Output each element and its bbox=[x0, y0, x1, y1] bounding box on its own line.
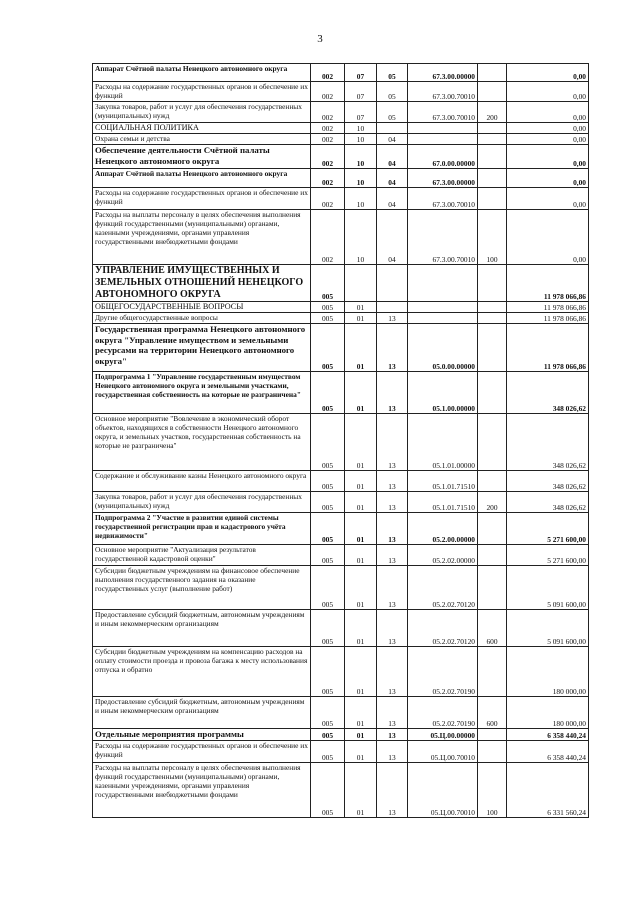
row-name-cell: Отдельные мероприятия программы bbox=[93, 729, 311, 741]
subsection-code-cell: 04 bbox=[377, 134, 408, 145]
ministry-code-cell: 005 bbox=[311, 372, 345, 414]
subsection-code-cell: 04 bbox=[377, 169, 408, 188]
expense-type-cell bbox=[478, 188, 507, 210]
table-row bbox=[93, 566, 589, 610]
target-article-cell bbox=[408, 313, 478, 324]
section-code-cell: 10 bbox=[345, 134, 377, 145]
expense-type-cell bbox=[478, 647, 507, 697]
target-article-cell: 67.3.00.70010 bbox=[408, 82, 478, 102]
ministry-code-cell: 005 bbox=[311, 647, 345, 697]
table-row bbox=[93, 741, 589, 763]
target-article-cell: 05.1.00.00000 bbox=[408, 372, 478, 414]
subsection-code-cell: 13 bbox=[377, 647, 408, 697]
table-body bbox=[93, 64, 589, 818]
section-code-cell: 01 bbox=[345, 566, 377, 610]
section-code-cell: 01 bbox=[345, 471, 377, 492]
expense-type-cell bbox=[478, 471, 507, 492]
target-article-cell: 05.2.02.70120 bbox=[408, 566, 478, 610]
amount-cell: 5 091 600,00 bbox=[507, 610, 589, 647]
amount-cell: 348 026,62 bbox=[507, 471, 589, 492]
subsection-code-cell: 05 bbox=[377, 82, 408, 102]
expense-type-cell: 100 bbox=[478, 763, 507, 818]
ministry-code-cell: 005 bbox=[311, 729, 345, 741]
expense-type-cell: 200 bbox=[478, 492, 507, 513]
target-article-cell: 05.1.01.71510 bbox=[408, 471, 478, 492]
target-article-cell: 05.1.01.00000 bbox=[408, 414, 478, 471]
section-code-cell: 07 bbox=[345, 102, 377, 123]
subsection-code-cell bbox=[377, 302, 408, 313]
row-name-cell: УПРАВЛЕНИЕ ИМУЩЕСТВЕННЫХ И ЗЕМЕЛЬНЫХ ОТНОШЕНИЙ НЕНЕЦКОГО АВТОНОМНОГО ОКРУГА bbox=[93, 265, 311, 302]
ministry-code-cell: 005 bbox=[311, 513, 345, 545]
subsection-code-cell: 13 bbox=[377, 741, 408, 763]
row-name-cell: Расходы на содержание государственных органов и обеспечение их функций bbox=[93, 188, 311, 210]
expense-type-cell: 100 bbox=[478, 210, 507, 265]
expense-type-cell bbox=[478, 265, 507, 302]
table-row bbox=[93, 729, 589, 741]
row-name-cell: Расходы на содержание государственных органов и обеспечение их функций bbox=[93, 741, 311, 763]
table-row bbox=[93, 145, 589, 169]
table-row bbox=[93, 123, 589, 134]
row-name-cell: Основное мероприятие "Вовлечение в экономический оборот объектов, находящихся в собственности Ненецкого автономного округа, и земельных участков, государственная собственность на которые не разграничена" bbox=[93, 414, 311, 471]
expense-type-cell bbox=[478, 302, 507, 313]
section-code-cell: 07 bbox=[345, 64, 377, 82]
row-name-cell: Охрана семьи и детства bbox=[93, 134, 311, 145]
row-name-cell: Предоставление субсидий бюджетным, автономным учреждениям и иным некоммерческим организациям bbox=[93, 697, 311, 729]
page-number: 3 bbox=[317, 33, 323, 45]
target-article-cell bbox=[408, 134, 478, 145]
expense-type-cell bbox=[478, 729, 507, 741]
row-name-cell: Обеспечение деятельности Счётной палаты Ненецкого автономного округа bbox=[93, 145, 311, 169]
section-code-cell: 01 bbox=[345, 729, 377, 741]
table-row bbox=[93, 64, 589, 82]
amount-cell: 180 000,00 bbox=[507, 647, 589, 697]
target-article-cell: 05.2.02.70190 bbox=[408, 697, 478, 729]
subsection-code-cell: 04 bbox=[377, 145, 408, 169]
ministry-code-cell: 005 bbox=[311, 741, 345, 763]
subsection-code-cell bbox=[377, 265, 408, 302]
amount-cell: 0,00 bbox=[507, 169, 589, 188]
ministry-code-cell: 005 bbox=[311, 763, 345, 818]
expense-type-cell bbox=[478, 566, 507, 610]
amount-cell: 348 026,62 bbox=[507, 414, 589, 471]
amount-cell: 0,00 bbox=[507, 64, 589, 82]
row-name-cell: ОБЩЕГОСУДАРСТВЕННЫЕ ВОПРОСЫ bbox=[93, 302, 311, 313]
expense-type-cell bbox=[478, 545, 507, 566]
ministry-code-cell: 002 bbox=[311, 145, 345, 169]
target-article-cell: 05.Ц.00.70010 bbox=[408, 763, 478, 818]
subsection-code-cell: 13 bbox=[377, 313, 408, 324]
amount-cell: 0,00 bbox=[507, 123, 589, 134]
section-code-cell bbox=[345, 265, 377, 302]
section-code-cell: 10 bbox=[345, 188, 377, 210]
target-article-cell bbox=[408, 302, 478, 313]
ministry-code-cell: 005 bbox=[311, 545, 345, 566]
expense-type-cell bbox=[478, 64, 507, 82]
target-article-cell: 05.1.01.71510 bbox=[408, 492, 478, 513]
amount-cell: 11 978 066,86 bbox=[507, 265, 589, 302]
row-name-cell: Содержание и обслуживание казны Ненецкого автономного округа bbox=[93, 471, 311, 492]
ministry-code-cell: 005 bbox=[311, 324, 345, 372]
target-article-cell: 67.3.00.00000 bbox=[408, 169, 478, 188]
amount-cell: 348 026,62 bbox=[507, 372, 589, 414]
amount-cell: 6 331 560,24 bbox=[507, 763, 589, 818]
table-row bbox=[93, 313, 589, 324]
amount-cell: 5 271 600,00 bbox=[507, 513, 589, 545]
subsection-code-cell: 05 bbox=[377, 64, 408, 82]
amount-cell: 5 091 600,00 bbox=[507, 566, 589, 610]
expense-type-cell bbox=[478, 414, 507, 471]
subsection-code-cell: 13 bbox=[377, 471, 408, 492]
subsection-code-cell: 13 bbox=[377, 513, 408, 545]
ministry-code-cell: 002 bbox=[311, 134, 345, 145]
target-article-cell: 05.2.00.00000 bbox=[408, 513, 478, 545]
table-row bbox=[93, 324, 589, 372]
table-row bbox=[93, 610, 589, 647]
row-name-cell: Государственная программа Ненецкого автономного округа "Управление имуществом и земельными ресурсами на территории Ненецкого автономного округа" bbox=[93, 324, 311, 372]
target-article-cell bbox=[408, 123, 478, 134]
section-code-cell: 01 bbox=[345, 313, 377, 324]
expense-type-cell bbox=[478, 169, 507, 188]
table-row bbox=[93, 545, 589, 566]
ministry-code-cell: 002 bbox=[311, 102, 345, 123]
table-row bbox=[93, 169, 589, 188]
ministry-code-cell: 005 bbox=[311, 566, 345, 610]
amount-cell: 180 000,00 bbox=[507, 697, 589, 729]
section-code-cell: 07 bbox=[345, 82, 377, 102]
ministry-code-cell: 005 bbox=[311, 414, 345, 471]
section-code-cell: 01 bbox=[345, 492, 377, 513]
section-code-cell: 01 bbox=[345, 741, 377, 763]
row-name-cell: Расходы на выплаты персоналу в целях обеспечения выполнения функций государственными (муниципальными) органами, казенными учреждениями, органами управления государственными внебюджетными фондами bbox=[93, 763, 311, 818]
section-code-cell: 01 bbox=[345, 414, 377, 471]
expense-type-cell: 600 bbox=[478, 697, 507, 729]
expense-type-cell bbox=[478, 372, 507, 414]
table-row bbox=[93, 134, 589, 145]
expense-type-cell bbox=[478, 324, 507, 372]
subsection-code-cell: 13 bbox=[377, 545, 408, 566]
table-row bbox=[93, 188, 589, 210]
amount-cell: 0,00 bbox=[507, 145, 589, 169]
table-row bbox=[93, 210, 589, 265]
subsection-code-cell: 13 bbox=[377, 492, 408, 513]
amount-cell: 0,00 bbox=[507, 210, 589, 265]
row-name-cell: Субсидии бюджетным учреждениям на финансовое обеспечение выполнения государственного задания на оказание государственных услуг (выполнение работ) bbox=[93, 566, 311, 610]
target-article-cell: 05.Ц.00.00000 bbox=[408, 729, 478, 741]
section-code-cell: 10 bbox=[345, 169, 377, 188]
target-article-cell: 67.0.00.00000 bbox=[408, 145, 478, 169]
target-article-cell: 05.Ц.00.70010 bbox=[408, 741, 478, 763]
subsection-code-cell: 13 bbox=[377, 566, 408, 610]
amount-cell: 0,00 bbox=[507, 188, 589, 210]
expense-type-cell bbox=[478, 513, 507, 545]
amount-cell: 11 978 066,86 bbox=[507, 302, 589, 313]
section-code-cell: 01 bbox=[345, 610, 377, 647]
target-article-cell: 05.2.02.70120 bbox=[408, 610, 478, 647]
section-code-cell: 01 bbox=[345, 302, 377, 313]
expense-type-cell bbox=[478, 145, 507, 169]
amount-cell: 348 026,62 bbox=[507, 492, 589, 513]
section-code-cell: 10 bbox=[345, 145, 377, 169]
ministry-code-cell: 002 bbox=[311, 82, 345, 102]
row-name-cell: Подпрограмма 2 "Участие в развитии единой системы государственной регистрации прав и кадастрового учёта недвижимости" bbox=[93, 513, 311, 545]
row-name-cell: Субсидии бюджетным учреждениям на компенсацию расходов на оплату стоимости проезда и провоза багажа к месту использования отпуска и обратно bbox=[93, 647, 311, 697]
amount-cell: 11 978 066,86 bbox=[507, 313, 589, 324]
target-article-cell: 05.0.00.00000 bbox=[408, 324, 478, 372]
amount-cell: 0,00 bbox=[507, 82, 589, 102]
ministry-code-cell: 002 bbox=[311, 64, 345, 82]
row-name-cell: СОЦИАЛЬНАЯ ПОЛИТИКА bbox=[93, 123, 311, 134]
table-row bbox=[93, 414, 589, 471]
row-name-cell: Основное мероприятие "Актуализация результатов государственной кадастровой оценки" bbox=[93, 545, 311, 566]
row-name-cell: Расходы на содержание государственных органов и обеспечение их функций bbox=[93, 82, 311, 102]
ministry-code-cell: 002 bbox=[311, 169, 345, 188]
subsection-code-cell: 13 bbox=[377, 763, 408, 818]
subsection-code-cell: 13 bbox=[377, 372, 408, 414]
target-article-cell: 05.2.02.00000 bbox=[408, 545, 478, 566]
table-row bbox=[93, 763, 589, 818]
table-row bbox=[93, 513, 589, 545]
subsection-code-cell: 13 bbox=[377, 697, 408, 729]
section-code-cell: 01 bbox=[345, 372, 377, 414]
subsection-code-cell: 05 bbox=[377, 102, 408, 123]
amount-cell: 0,00 bbox=[507, 102, 589, 123]
expense-type-cell bbox=[478, 123, 507, 134]
ministry-code-cell: 002 bbox=[311, 210, 345, 265]
table-row bbox=[93, 492, 589, 513]
target-article-cell: 05.2.02.70190 bbox=[408, 647, 478, 697]
amount-cell: 5 271 600,00 bbox=[507, 545, 589, 566]
target-article-cell: 67.3.00.00000 bbox=[408, 64, 478, 82]
subsection-code-cell: 04 bbox=[377, 188, 408, 210]
table-row bbox=[93, 697, 589, 729]
section-code-cell: 01 bbox=[345, 697, 377, 729]
expense-type-cell bbox=[478, 82, 507, 102]
target-article-cell bbox=[408, 265, 478, 302]
table-row bbox=[93, 302, 589, 313]
ministry-code-cell: 002 bbox=[311, 123, 345, 134]
ministry-code-cell: 005 bbox=[311, 610, 345, 647]
ministry-code-cell: 005 bbox=[311, 492, 345, 513]
table-row bbox=[93, 471, 589, 492]
ministry-code-cell: 005 bbox=[311, 302, 345, 313]
target-article-cell: 67.3.00.70010 bbox=[408, 102, 478, 123]
table-row bbox=[93, 372, 589, 414]
amount-cell: 6 358 440,24 bbox=[507, 729, 589, 741]
table-row bbox=[93, 265, 589, 302]
row-name-cell: Закупка товаров, работ и услуг для обеспечения государственных (муниципальных) нужд bbox=[93, 492, 311, 513]
expense-type-cell bbox=[478, 741, 507, 763]
row-name-cell: Предоставление субсидий бюджетным, автономным учреждениям и иным некоммерческим организациям bbox=[93, 610, 311, 647]
section-code-cell: 01 bbox=[345, 763, 377, 818]
section-code-cell: 10 bbox=[345, 123, 377, 134]
expense-type-cell bbox=[478, 134, 507, 145]
section-code-cell: 01 bbox=[345, 545, 377, 566]
ministry-code-cell: 005 bbox=[311, 265, 345, 302]
table-row bbox=[93, 647, 589, 697]
row-name-cell: Другие общегосударственные вопросы bbox=[93, 313, 311, 324]
row-name-cell: Аппарат Счётной палаты Ненецкого автономного округа bbox=[93, 169, 311, 188]
ministry-code-cell: 005 bbox=[311, 471, 345, 492]
subsection-code-cell: 13 bbox=[377, 610, 408, 647]
amount-cell: 11 978 066,86 bbox=[507, 324, 589, 372]
target-article-cell: 67.3.00.70010 bbox=[408, 188, 478, 210]
section-code-cell: 01 bbox=[345, 647, 377, 697]
subsection-code-cell bbox=[377, 123, 408, 134]
section-code-cell: 01 bbox=[345, 513, 377, 545]
budget-table bbox=[92, 63, 589, 818]
expense-type-cell: 600 bbox=[478, 610, 507, 647]
table-row bbox=[93, 82, 589, 102]
subsection-code-cell: 13 bbox=[377, 414, 408, 471]
section-code-cell: 10 bbox=[345, 210, 377, 265]
expense-type-cell bbox=[478, 313, 507, 324]
subsection-code-cell: 13 bbox=[377, 324, 408, 372]
amount-cell: 6 358 440,24 bbox=[507, 741, 589, 763]
row-name-cell: Аппарат Счётной палаты Ненецкого автономного округа bbox=[93, 64, 311, 82]
expense-type-cell: 200 bbox=[478, 102, 507, 123]
amount-cell: 0,00 bbox=[507, 134, 589, 145]
target-article-cell: 67.3.00.70010 bbox=[408, 210, 478, 265]
ministry-code-cell: 002 bbox=[311, 188, 345, 210]
ministry-code-cell: 005 bbox=[311, 697, 345, 729]
row-name-cell: Подпрограмма 1 "Управление государственным имуществом Ненецкого автономного округа и земельными участками, государственная собственность на которые не разграничена" bbox=[93, 372, 311, 414]
row-name-cell: Расходы на выплаты персоналу в целях обеспечения выполнения функций государственными (муниципальными) органами, казенными учреждениями, органами управления государственными внебюджетными фондами bbox=[93, 210, 311, 265]
subsection-code-cell: 13 bbox=[377, 729, 408, 741]
section-code-cell: 01 bbox=[345, 324, 377, 372]
row-name-cell: Закупка товаров, работ и услуг для обеспечения государственных (муниципальных) нужд bbox=[93, 102, 311, 123]
subsection-code-cell: 04 bbox=[377, 210, 408, 265]
ministry-code-cell: 005 bbox=[311, 313, 345, 324]
table-row bbox=[93, 102, 589, 123]
